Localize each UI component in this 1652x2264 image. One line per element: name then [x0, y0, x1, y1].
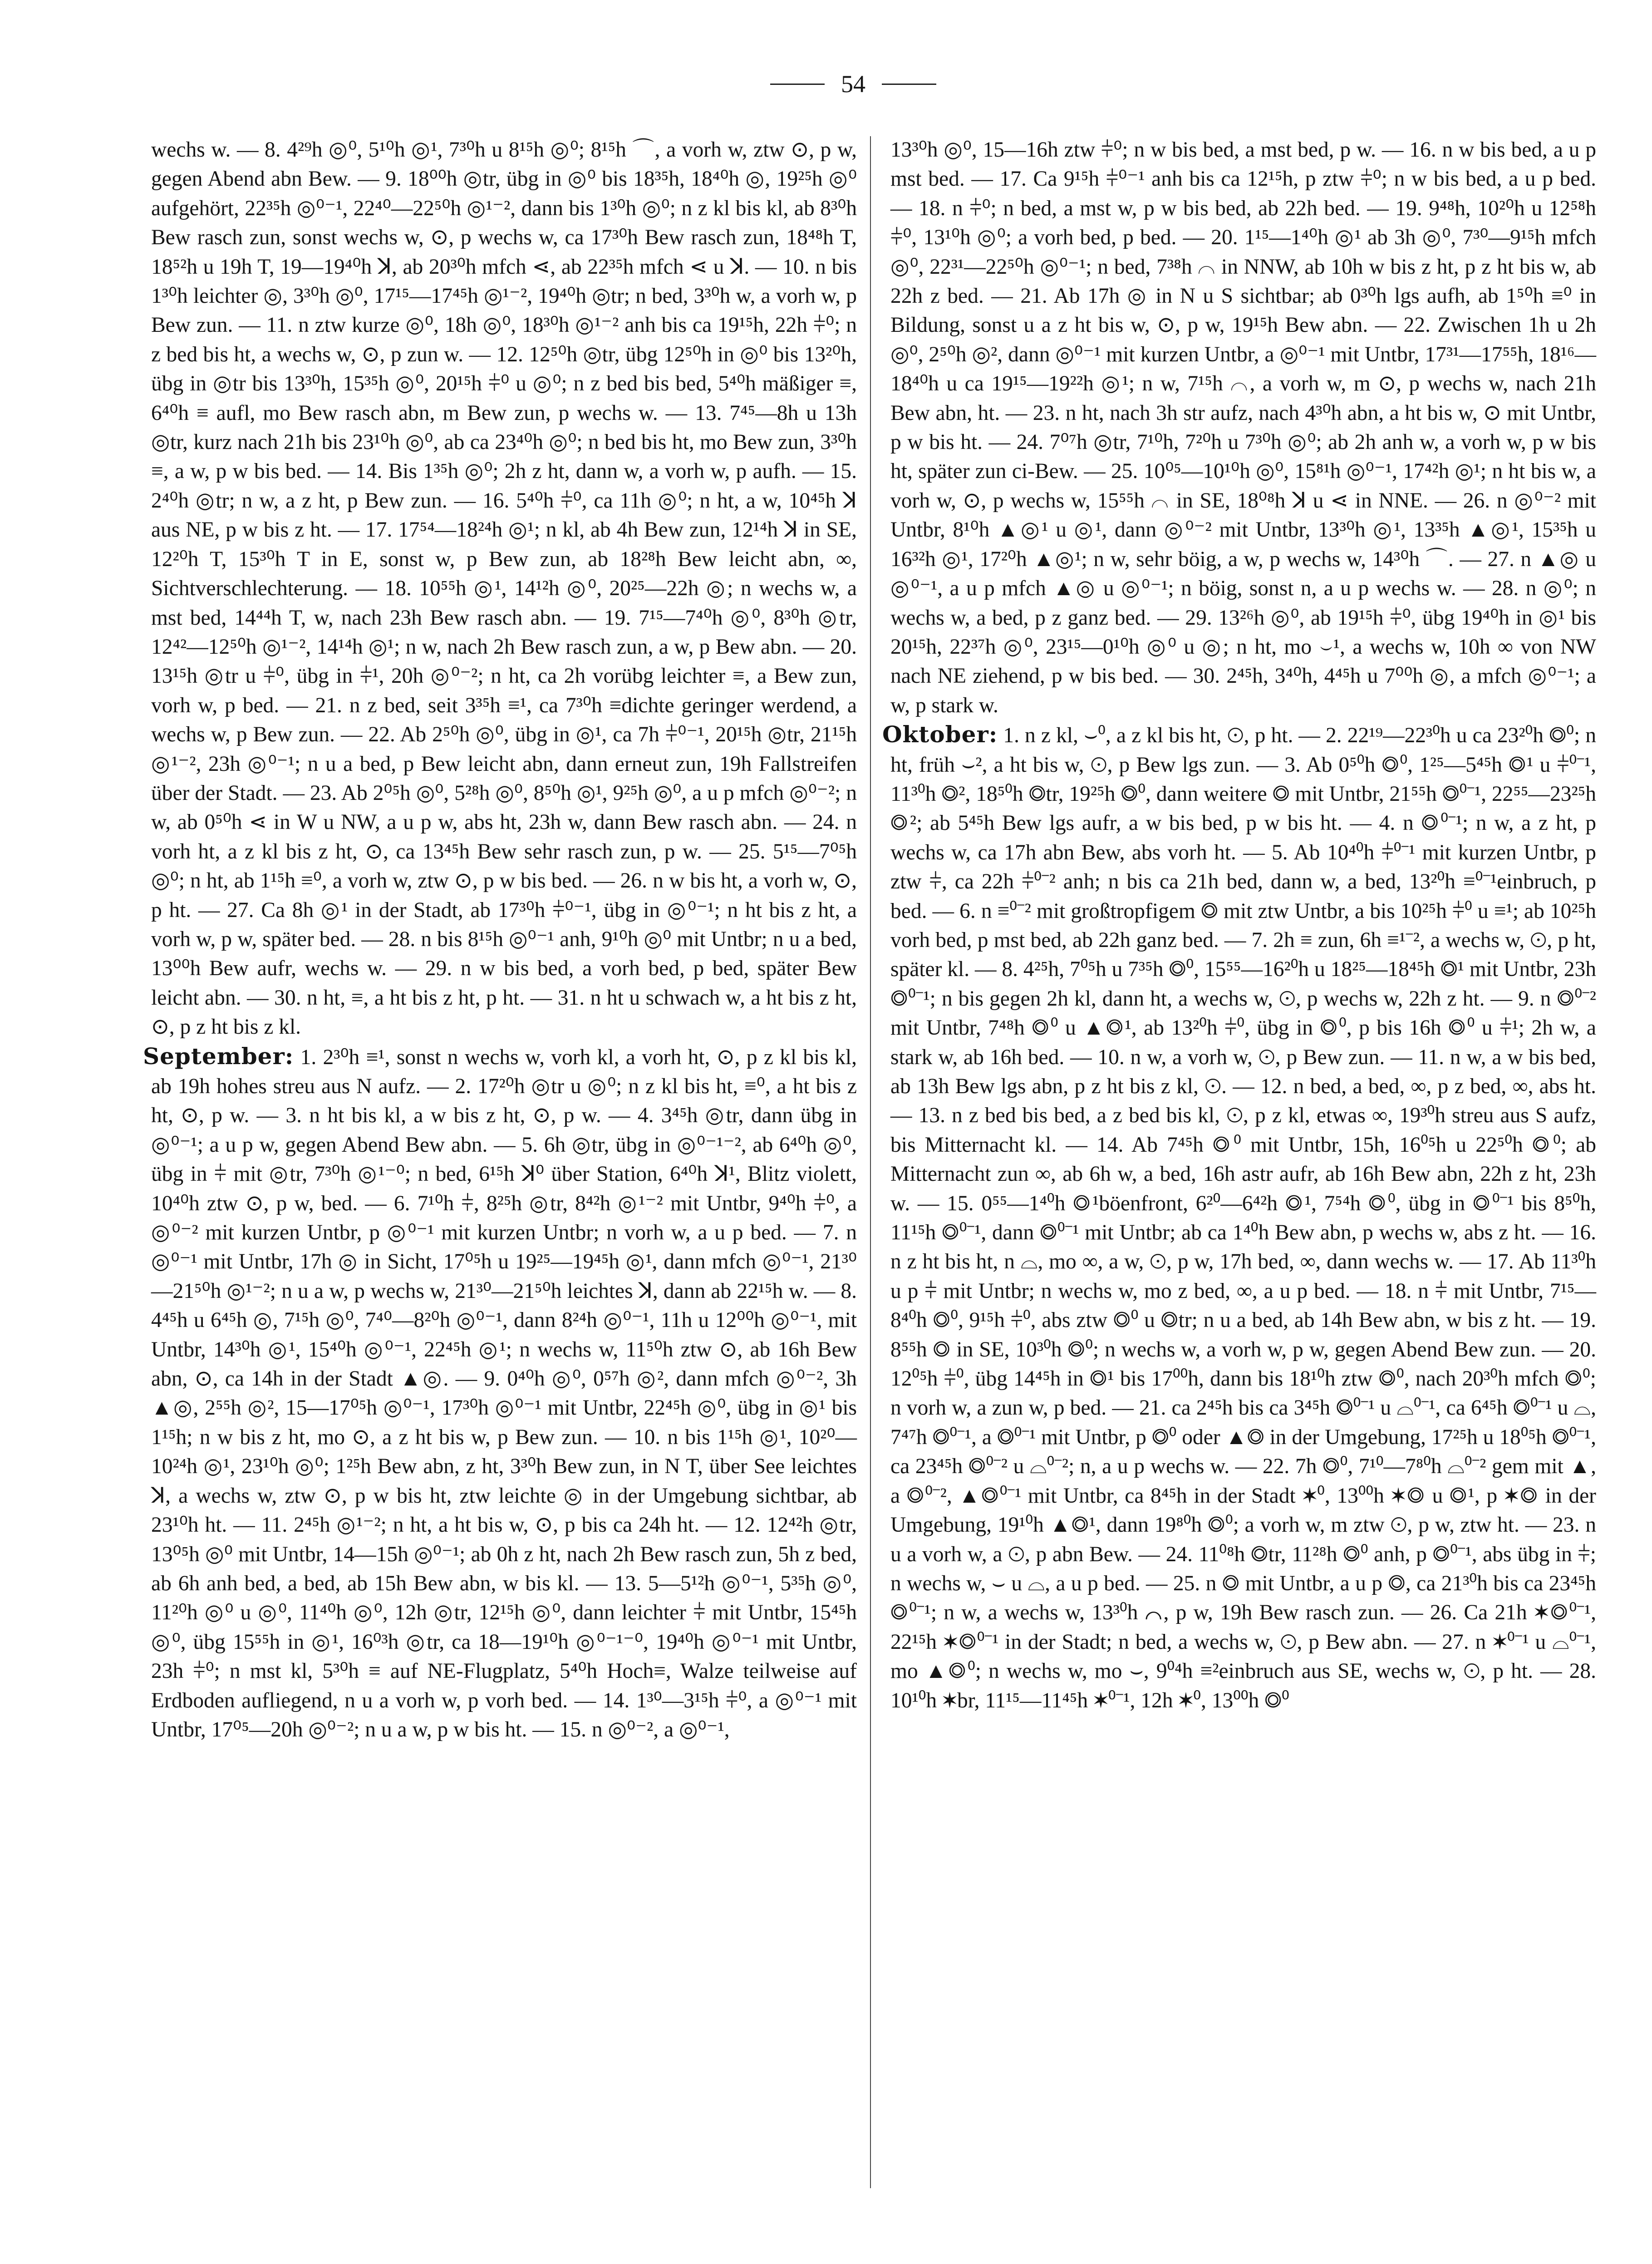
month-heading-october: Oktober: [882, 721, 998, 748]
column-divider [870, 136, 871, 2188]
right-column [882, 135, 1597, 1715]
page-header [744, 68, 962, 100]
header-rule-right [882, 84, 936, 85]
september-continued-entries: 13³⁰h ◎⁰, 15—16h ztw ⫩⁰; n w bis bed, a mst bed, p w. — 16. n w bis bed, a u p mst bed. — 17. Ca 9¹⁵h ⫩⁰⁻¹ anh bis ca 12¹⁵h, p ztw ⫩⁰; n w bis bed, a u p bed. — 18. n ⫩⁰; n bed, a mst w, p w bis bed, ab 22h bed. — 19. 9⁴⁸h, 10²⁰h u 12⁵⁸h ⫩⁰, 13¹⁰h ◎⁰; a vorh bed, p bed. — 20. 1¹⁵—1⁴⁰h ◎¹ ab 3h ◎⁰, 7³⁰—9¹⁵h mfch ◎⁰, 22³¹—22⁵⁰h ◎⁰⁻¹; n bed, 7³⁸h ⌒ in NNW, ab 10h w bis z ht, p z ht bis w, ab 22h z bed. — 21. Ab 17h ◎ in N u S sichtbar; ab 0³⁰h lgs aufh, ab 1⁵⁰h ≡⁰ in Bildung, sonst u a z ht bis w, ⊙, p w, 19¹⁵h Bew abn. — 22. Zwischen 1h u 2h ◎⁰, 2⁵⁰h ◎², dann ◎⁰⁻¹ mit kurzen Untbr, a ◎⁰⁻¹ mit Untbr, 17³¹—17⁵⁵h, 18¹⁶—18⁴⁰h u ca 19¹⁵—19²²h ◎¹; n w, 7¹⁵h ⌒, a vorh w, m ⊙, p wechs w, nach 21h Bew abn, ht. — 23. n ht, nach 3h str aufz, nach 4³⁰h abn, a ht bis w, ⊙ mit Untbr, p w bis ht. — 24. 7⁰⁷h ◎tr, 7¹⁰h, 7²⁰h u 7³⁰h ◎⁰; ab 2h anh w, a vorh w, p w bis ht, später zun ci-Bew. — 25. 10⁰⁵—10¹⁰h ◎⁰, 15⁸¹h ◎⁰⁻¹, 17⁴²h ◎¹; n ht bis w, a vorh w, ⊙, p wechs w, 15⁵⁵h ⌒ in SE, 18⁰⁸h ꓘ u ⋖ in NNE. — 26. n ◎⁰⁻² mit Untbr, 8¹⁰h ▲◎¹ u ◎¹, dann ◎⁰⁻² mit Untbr, 13³⁰h ◎¹, 13³⁵h ▲◎¹, 15³⁵h u 16³²h ◎¹, 17²⁰h ▲◎¹; n w, sehr böig, a w, p wechs w, 14³⁰h ⌒. — 27. n ▲◎ u ◎⁰⁻¹, a u p mfch ▲◎ u ◎⁰⁻¹; n böig, sonst n, a u p wechs w. — 28. n ◎⁰; n wechs w, a bed, p z ganz bed. — 29. 13²⁶h ◎⁰, ab 19¹⁵h ⫩⁰, übg 19⁴⁰h in ◎¹ bis 20¹⁵h, 22³⁷h ◎⁰, 23¹⁵—0¹⁰h ◎⁰ u ◎; n ht, mo ⌣¹, a wechs w, 10h ∞ von NW nach NE ziehend, p w bis bed. — 30. 2⁴⁵h, 3⁴⁰h, 4⁴⁵h u 7⁰⁰h ◎, a mfch ◎⁰⁻¹; a w, p stark w. [890, 138, 1596, 717]
september-section [143, 1042, 857, 1745]
header-rule-left [770, 84, 825, 85]
month-heading-september: September: [143, 1042, 294, 1070]
august-entries: wechs w. — 8. 4²⁹h ◎⁰, 5¹⁰h ◎¹, 7³⁰h u 8¹⁵h ◎⁰; 8¹⁵h ⌒, a vorh w, ztw ⊙, p w, gegen Abend abn Bew. — 9. 18⁰⁰h ◎tr, übg in ◎⁰ bis 18³⁵h, 18⁴⁰h ◎, 19²⁵h ◎⁰ aufgehört, 22³⁵h ◎⁰⁻¹, 22⁴⁰—22⁵⁰h ◎¹⁻², dann bis 1³⁰h ◎⁰; n z kl bis kl, ab 8³⁰h Bew rasch zun, sonst wechs w, ⊙, p wechs w, ca 17³⁰h Bew rasch zun, 18⁴⁸h T, 18⁵²h u 19h T, 19—19⁴⁰h ꓘ, ab 20³⁰h mfch ⋖, ab 22³⁵h mfch ⋖ u ꓘ. — 10. n bis 1³⁰h leichter ◎, 3³⁰h ◎⁰, 17¹⁵—17⁴⁵h ◎¹⁻², 19⁴⁰h ◎tr; n bed, 3³⁰h w, a vorh w, p Bew zun. — 11. n ztw kurze ◎⁰, 18h ◎⁰, 18³⁰h ◎¹⁻² anh bis ca 19¹⁵h, 22h ⫩⁰; n z bed bis ht, a wechs w, ⊙, p zun w. — 12. 12⁵⁰h ◎tr, übg 12⁵⁰h in ◎⁰ bis 13²⁰h, übg in ◎tr bis 13³⁰h, 15³⁵h ◎⁰, 20¹⁵h ⫩⁰ u ◎⁰; n z bed bis bed, 5⁴⁰h mäßiger ≡, 6⁴⁰h ≡ aufl, mo Bew rasch abn, m Bew zun, p wechs w. — 13. 7⁴⁵—8h u 13h ◎tr, kurz nach 21h bis 23¹⁰h ◎⁰, ab ca 23⁴⁰h ◎⁰; n bed bis ht, mo Bew zun, 3³⁰h ≡, a w, p w bis bed. — 14. Bis 1³⁵h ◎⁰; 2h z ht, dann w, a vorh w, p aufh. — 15. 2⁴⁰h ◎tr; n w, a z ht, p Bew zun. — 16. 5⁴⁰h ⫩⁰, ca 11h ◎⁰; n ht, a w, 10⁴⁵h ꓘ aus NE, p w bis z ht. — 17. 17⁵⁴—18²⁴h ◎¹; n kl, ab 4h Bew zun, 12¹⁴h ꓘ in SE, 12²⁰h T, 15³⁰h T in E, sonst w, p Bew zun, ab 18²⁸h Bew leicht abn, ∞, Sichtverschlechterung. — 18. 10⁵⁵h ◎¹, 14¹²h ◎⁰, 20²⁵—22h ◎; n wechs w, a mst bed, 14⁴⁴h T, w, nach 23h Bew rasch abn. — 19. 7¹⁵—7⁴⁰h ◎⁰, 8³⁰h ◎tr, 12⁴²—12⁵⁰h ◎¹⁻², 14¹⁴h ◎¹; n w, nach 2h Bew rasch zun, a w, p Bew abn. — 20. 13¹⁵h ◎tr u ⫩⁰, übg in ⫩¹, 20h ◎⁰⁻²; n ht, ca 2h vorübg leichter ≡, a Bew zun, vorh w, p bed. — 21. n z bed, seit 3³⁵h ≡¹, ca 7³⁰h ≡dichte geringer werdend, a wechs w, p Bew zun. — 22. Ab 2⁵⁰h ◎⁰, übg in ◎¹, ca 7h ⫩⁰⁻¹, 20¹⁵h ◎tr, 21¹⁵h ◎¹⁻², 23h ◎⁰⁻¹; n u a bed, p Bew leicht abn, dann erneut zun, 19h Fallstreifen über der Stadt. — 23. Ab 2⁰⁵h ◎⁰, 5²⁸h ◎⁰, 8⁵⁰h ◎¹, 9²⁵h ◎⁰, a u p mfch ◎⁰⁻²; n w, ab 0⁵⁰h ⋖ in W u NW, a u p w, abs ht, 23h w, dann Bew rasch abn. — 24. n vorh ht, a z kl bis z ht, ⊙, ca 13⁴⁵h Bew sehr rasch zun, p w. — 25. 5¹⁵—7⁰⁵h ◎⁰; n ht, ab 1¹⁵h ≡⁰, a vorh w, ztw ⊙, p w bis bed. — 26. n w bis ht, a vorh w, ⊙, p ht. — 27. Ca 8h ◎¹ in der Stadt, ab 17³⁰h ⫩⁰⁻¹, übg in ◎⁰⁻¹; n ht bis z ht, a vorh w, p w, später bed. — 28. n bis 8¹⁵h ◎⁰⁻¹ anh, 9¹⁰h ◎⁰ mit Untbr; n u a bed, 13⁰⁰h Bew aufr, wechs w. — 29. n w bis bed, a vorh bed, p bed, später Bew leicht abn. — 30. n ht, ≡, a ht bis z ht, p ht. — 31. n ht u schwach w, a ht bis z ht, ⊙, p z ht bis z kl. [151, 138, 857, 1039]
left-column [143, 135, 857, 1744]
september-entries: 1. 2³⁰h ≡¹, sonst n wechs w, vorh kl, a vorh ht, ⊙, p z kl bis kl, ab 19h hohes streu aus N aufz. — 2. 17²⁰h ◎tr u ◎⁰; n z kl bis ht, ≡⁰, a ht bis z ht, ⊙, p w. — 3. n ht bis kl, a w bis z ht, ⊙, p w. — 4. 3⁴⁵h ◎tr, dann übg in ◎⁰⁻¹; a u p w, gegen Abend Bew abn. — 5. 6h ◎tr, übg in ◎⁰⁻¹⁻², ab 6⁴⁰h ◎⁰, übg in ⫩ mit ◎tr, 7³⁰h ◎¹⁻⁰; n bed, 6¹⁵h ꓘ⁰ über Station, 6⁴⁰h ꓘ¹, Blitz violett, 10⁴⁰h ztw ⊙, p w, bed. — 6. 7¹⁰h ⫩, 8²⁵h ◎tr, 8⁴²h ◎¹⁻² mit Untbr, 9⁴⁰h ⫩⁰, a ◎⁰⁻² mit kurzen Untbr, p ◎⁰⁻¹ mit kurzen Untbr; n vorh w, a u p bed. — 7. n ◎⁰⁻¹ mit Untbr, 17h ◎ in Sicht, 17⁰⁵h u 19²⁵—19⁴⁵h ◎¹, dann mfch ◎⁰⁻¹, 21³⁰—21⁵⁰h ◎¹⁻²; n u a w, p wechs w, 21³⁰—21⁵⁰h leichtes ꓘ, dann ab 22¹⁵h w. — 8. 4⁴⁵h u 6⁴⁵h ◎, 7¹⁵h ◎⁰, 7⁴⁰—8²⁰h ◎⁰⁻¹, dann 8²⁴h ◎⁰⁻¹, 11h u 12⁰⁰h ◎⁰⁻¹, mit Untbr, 14³⁰h ◎¹, 15⁴⁰h ◎⁰⁻¹, 22⁴⁵h ◎¹; n wechs w, 11⁵⁰h ztw ⊙, ab 16h Bew abn, ⊙, ca 14h in der Stadt ▲◎. — 9. 0⁴⁰h ◎⁰, 0⁵⁷h ◎², dann mfch ◎⁰⁻², 3h ▲◎, 2⁵⁵h ◎², 15—17⁰⁵h ◎⁰⁻¹, 17³⁰h ◎⁰⁻¹ mit Untbr, 22⁴⁵h ◎⁰, übg in ◎¹ bis 1¹⁵h; n w bis z ht, mo ⊙, a z ht bis w, p Bew zun. — 10. n bis 1¹⁵h ◎¹, 10²⁰—10²⁴h ◎¹, 23¹⁰h ◎⁰; 1²⁵h Bew abn, z ht, 3³⁰h Bew zun, in N T, über See leichtes ꓘ, a wechs w, ztw ⊙, p w bis ht, ztw leichte ◎ in der Umgebung sichtbar, ab 23¹⁰h ht. — 11. 2⁴⁵h ◎¹⁻²; n ht, a ht bis w, ⊙, p bis ca 24h ht. — 12. 12⁴²h ◎tr, 13⁰⁵h ◎⁰ mit Untbr, 14—15h ◎⁰⁻¹; ab 0h z ht, nach 2h Bew rasch zun, 5h z bed, ab 6h anh bed, a bed, ab 15h Bew abn, w bis kl. — 13. 5—5¹²h ◎⁰⁻¹, 5³⁵h ◎⁰, 11²⁰h ◎⁰ u ◎⁰, 11⁴⁰h ◎⁰, 12h ◎tr, 12¹⁵h ◎⁰, dann leichter ⫩ mit Untbr, 15⁴⁵h ◎⁰, übg 15⁵⁵h in ◎¹, 16⁰³h ◎tr, ca 18—19¹⁰h ◎⁰⁻¹⁻⁰, 19⁴⁰h ◎⁰⁻¹ mit Untbr, 23h ⫩⁰; n mst kl, 5³⁰h ≡ auf NE-Flugplatz, 5⁴⁰h Hoch≡, Walze teilweise auf Erdboden aufliegend, n u a vorh w, p vorh bed. — 14. 1³⁰—3¹⁵h ⫩⁰, a ◎⁰⁻¹ mit Untbr, 17⁰⁵—20h ◎⁰⁻²; n u a w, p w bis ht. — 15. n ◎⁰⁻², a ◎⁰⁻¹, [151, 1045, 857, 1741]
page-number: 54 [841, 70, 865, 98]
october-section [882, 720, 1597, 1715]
october-entries: 1. n z kl, ⌣⁰, a z kl bis ht, ⊙, p ht. — 2. 22¹⁹—22³⁰h u ca 23²⁰h ◎⁰; n ht, früh ⌣², a ht bis w, ⊙, p Bew lgs zun. — 3. Ab 0⁵⁰h ◎⁰, 1²⁵—5⁴⁵h ◎¹ u ⫩⁰⁻¹, 11³⁰h ◎², 18⁵⁰h ◎tr, 19²⁵h ◎⁰, dann weitere ◎ mit Untbr, 21⁵⁵h ◎⁰⁻¹, 22⁵⁵—23²⁵h ◎²; ab 5⁴⁵h Bew lgs aufr, a w bis bed, p w bis ht. — 4. n ◎⁰⁻¹; n w, a z ht, p wechs w, ca 17h abn Bew, abs vorh ht. — 5. Ab 10⁴⁰h ⫩⁰⁻¹ mit kurzen Untbr, p ztw ⫩, ca 22h ⫩⁰⁻² anh; n bis ca 21h bed, dann w, a bed, 13²⁰h ≡⁰⁻¹einbruch, p bed. — 6. n ≡⁰⁻² mit großtropfigem ◎ mit ztw Untbr, a bis 10²⁵h ⫩⁰ u ≡¹; ab 10²⁵h vorh bed, p mst bed, ab 22h ganz bed. — 7. 2h ≡ zun, 6h ≡¹⁻², a wechs w, ⊙, p ht, später kl. — 8. 4²⁵h, 7⁰⁵h u 7³⁵h ◎⁰, 15⁵⁵—16²⁰h u 18²⁵—18⁴⁵h ◎¹ mit Untbr, 23h ◎⁰⁻¹; n bis gegen 2h kl, dann ht, a wechs w, ⊙, p wechs w, 22h z ht. — 9. n ◎⁰⁻² mit Untbr, 7⁴⁸h ◎⁰ u ▲◎¹, ab 13²⁰h ⫩⁰, übg in ◎⁰, p bis 16h ◎⁰ u ⫩¹; 2h w, a stark w, ab 16h bed. — 10. n w, a vorh w, ⊙, p Bew zun. — 11. n w, a w bis bed, ab 13h Bew lgs abn, p z ht bis z kl, ⊙. — 12. n bed, a bed, ∞, p z bed, ∞, abs ht. — 13. n z bed bis bed, a z bed bis kl, ⊙, p z kl, etwas ∞, 19³⁰h streu aus S aufz, bis Mitternacht kl. — 14. Ab 7⁴⁵h ◎⁰ mit Untbr, 15h, 16⁰⁵h u 22⁵⁰h ◎⁰; ab Mitternacht zun ∞, ab 6h w, a bed, 16h astr aufr, ab 16h Bew abn, 22h z ht, 23h w. — 15. 0⁵⁵—1⁴⁰h ◎¹böenfront, 6²⁰—6⁴²h ◎¹, 7⁵⁴h ◎⁰, übg in ◎⁰⁻¹ bis 8⁵⁰h, 11¹⁵h ◎⁰⁻¹, dann ◎⁰⁻¹ mit Untbr; ab ca 1⁴⁰h Bew abn, p wechs w, abs z ht. — 16. n z ht bis ht, n ⌓, mo ∞, a w, ⊙, p w, 17h bed, ∞, dann wechs w. — 17. Ab 11³⁰h u p ⫩ mit Untbr; n wechs w, mo z bed, ∞, a u p bed. — 18. n ⫩ mit Untbr, 7¹⁵—8⁴⁰h ◎⁰, 9¹⁵h ⫩⁰, abs ztw ◎⁰ u ◎tr; n u a bed, ab 14h Bew abn, w bis z ht. — 19. 8⁵⁵h ◎ in SE, 10³⁰h ◎⁰; n wechs w, a vorh w, p w, gegen Abend Bew zun. — 20. 12⁰⁵h ⫩⁰, übg 14⁴⁵h in ◎¹ bis 17⁰⁰h, dann bis 18¹⁰h ztw ◎⁰, nach 20³⁰h mfch ◎⁰; n vorh w, a zun w, p bed. — 21. ca 2⁴⁵h bis ca 3⁴⁵h ◎⁰⁻¹ u ⌓⁰⁻¹, ca 6⁴⁵h ◎⁰⁻¹ u ⌓, 7⁴⁷h ◎⁰⁻¹, a ◎⁰⁻¹ mit Untbr, p ◎⁰ oder ▲◎ in der Umgebung, 17²⁵h u 18⁰⁵h ◎⁰⁻¹, ca 23⁴⁵h ◎⁰⁻² u ⌓⁰⁻²; n, a u p wechs w. — 22. 7h ◎⁰, 7¹⁰—7⁸⁰h ⌓⁰⁻² gem mit ▲, a ◎⁰⁻², ▲◎⁰⁻¹ mit Untbr, ca 8⁴⁵h in der Stadt ✶⁰, 13⁰⁰h ✶◎ u ◎¹, p ✶◎ in der Umgebung, 19¹⁰h ▲◎¹, dann 19⁸⁰h ◎⁰; a vorh w, m ztw ⊙, p w, ztw ht. — 23. n u a vorh w, a ⊙, p abn Bew. — 24. 11⁰⁸h ◎tr, 11²⁸h ◎⁰ anh, p ◎⁰⁻¹, abs übg in ⫩; n wechs w, ⌣ u ⌓, a u p bed. — 25. n ◎ mit Untbr, a u p ◎, ca 21³⁰h bis ca 23⁴⁵h ◎⁰⁻¹; n w, a wechs w, 13³⁰h ⌒, p w, 19h Bew rasch zun. — 26. Ca 21h ✶◎⁰⁻¹, 22¹⁵h ✶◎⁰⁻¹ in der Stadt; n bed, a wechs w, ⊙, p Bew abn. — 27. n ✶⁰⁻¹ u ⌓⁰⁻¹, mo ▲◎⁰; n wechs w, mo ⌣, 9⁰⁴h ≡²einbruch aus SE, wechs w, ⊙, p ht. — 28. 10¹⁰h ✶br, 11¹⁵—11⁴⁵h ✶⁰⁻¹, 12h ✶⁰, 13⁰⁰h ◎⁰ [890, 724, 1597, 1712]
